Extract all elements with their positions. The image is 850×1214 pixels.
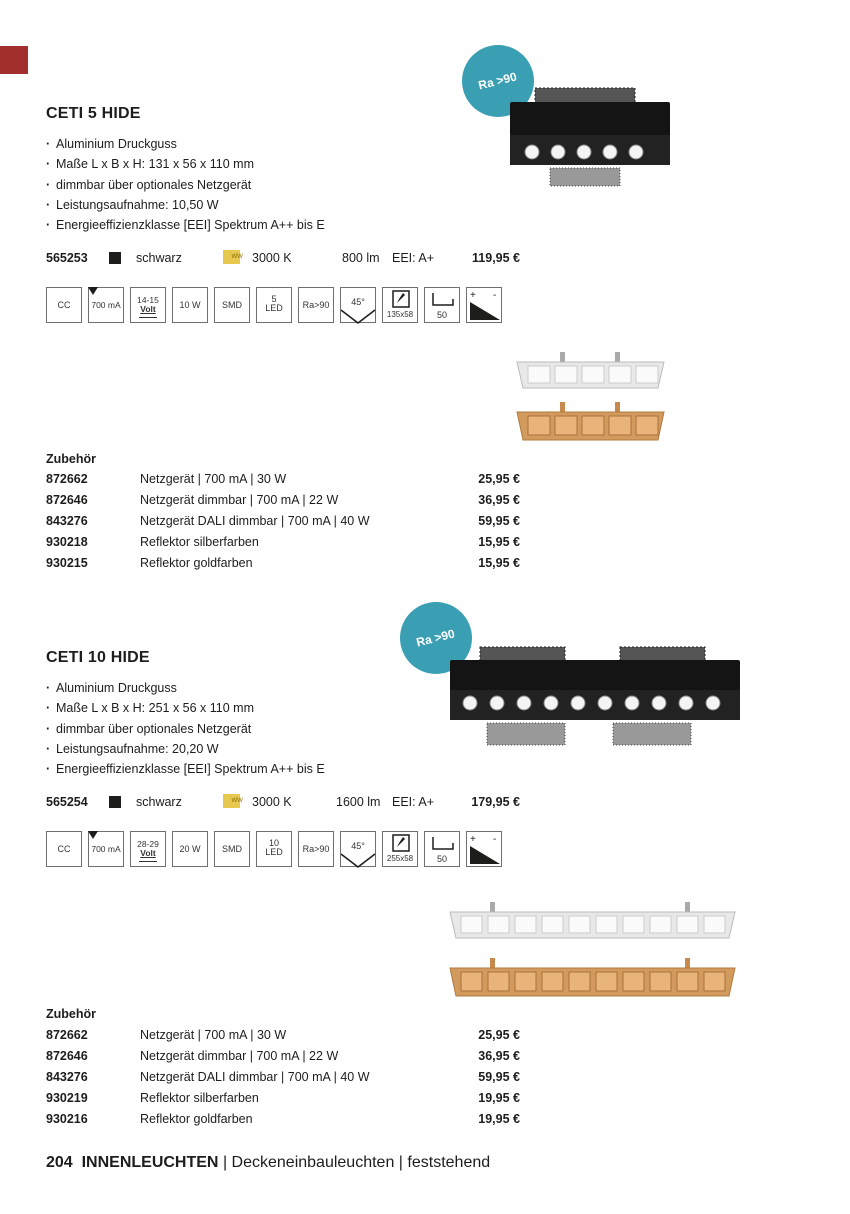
accessory-row: 930215 Reflektor goldfarben 15,95 € [46,556,520,570]
feature-list [46,678,325,779]
voltage-icon: 28-29 Volt [130,831,166,867]
accessories-title: Zubehör [46,1007,96,1021]
color-name: schwarz [136,795,182,809]
svg-text:-: - [493,834,497,845]
feature-item: · dimmbar über optionales Netzgerät [46,719,325,739]
warm-white-icon: WW [223,794,240,808]
chapter-tab [0,46,28,74]
beam-angle-icon: 45° [340,287,376,323]
feature-item: · Aluminium Druckguss [46,678,325,698]
smd-icon: SMD [214,831,250,867]
accessories-table [46,1025,520,1130]
product-image [505,80,680,190]
article-row [46,250,520,266]
separator: | [222,1154,228,1171]
accessories-title: Zubehör [46,452,96,466]
milliamp-icon: 700 mA [88,287,124,323]
accessory-row: 930219 Reflektor silberfarben 19,95 € [46,1091,520,1105]
accessory-row: 930218 Reflektor silberfarben 15,95 € [46,535,520,549]
wattage-icon: 20 W [172,831,208,867]
feature-list [46,134,325,235]
depth-icon: 50 [424,287,460,323]
smd-icon: SMD [214,287,250,323]
article-row [46,794,520,810]
dimmable-icon [466,287,502,323]
accessory-row: 872662 Netzgerät | 700 mA | 30 W 25,95 € [46,1028,520,1042]
lumen: 1600 lm [336,795,381,809]
depth-icon: 50 [424,831,460,867]
feature-item: · Aluminium Druckguss [46,134,325,154]
color-swatch [109,796,121,808]
product-title: CETI 5 HIDE [46,105,141,122]
ra-badge-label: Ra >90 [415,626,457,650]
color-rendering-icon: Ra>90 [298,831,334,867]
page-number: 204 [46,1154,73,1171]
svg-text:+: + [470,834,476,845]
led-count-icon: 10 LED [256,831,292,867]
lumen: 800 lm [342,251,380,265]
dimmable-icon [466,831,502,867]
page-footer [46,1154,490,1172]
spec-icons [46,287,506,325]
led-count-icon: 5 LED [256,287,292,323]
accessory-row: 872646 Netzgerät dimmbar | 700 mA | 22 W 36,95 € [46,493,520,507]
feature-item: · dimmbar über optionales Netzgerät [46,175,325,195]
ra-badge-label: Ra >90 [477,69,519,93]
wattage-icon: 10 W [172,287,208,323]
beam-angle-icon: 45° [340,831,376,867]
section-title: INNENLEUCHTEN [81,1154,219,1171]
feature-item: · Energieeffizienzklasse [EEI] Spektrum A++ bis E [46,759,325,779]
reflector-image [512,350,672,445]
feature-item: · Maße L x B x H: 251 x 56 x 110 mm [46,698,325,718]
price: 179,95 € [471,795,520,809]
color-temperature: 3000 K [252,795,292,809]
accessories-table [46,469,520,574]
accessory-row: 872662 Netzgerät | 700 mA | 30 W 25,95 € [46,472,520,486]
milliamp-icon: 700 mA [88,831,124,867]
category: Deckeneinbauleuchten [231,1154,395,1171]
reflector-image [445,900,740,1005]
accessory-row: 843276 Netzgerät DALI dimmbar | 700 mA | 40 W 59,95 € [46,1070,520,1084]
feature-item: · Maße L x B x H: 131 x 56 x 110 mm [46,154,325,174]
feature-item: · Leistungsaufnahme: 20,20 W [46,739,325,759]
constant-current-icon: CC [46,287,82,323]
constant-current-icon: CC [46,831,82,867]
product-title: CETI 10 HIDE [46,649,150,666]
article-number: 565253 [46,251,88,265]
energy-class: EEI: A+ [392,251,435,265]
feature-item: · Leistungsaufnahme: 10,50 W [46,195,325,215]
separator: | [398,1154,403,1171]
article-number: 565254 [46,795,88,809]
svg-text:+: + [470,290,476,301]
product-image [445,645,745,750]
spec-icons [46,831,506,869]
subcategory: feststehend [407,1154,491,1171]
color-rendering-icon: Ra>90 [298,287,334,323]
accessory-row: 930216 Reflektor goldfarben 19,95 € [46,1112,520,1126]
svg-text:-: - [493,290,497,301]
cutout-icon: 255x58 [382,831,418,867]
cutout-icon: 135x58 [382,287,418,323]
accessory-row: 843276 Netzgerät DALI dimmbar | 700 mA | 40 W 59,95 € [46,514,520,528]
warm-white-icon: WW [223,250,240,264]
accessory-row: 872646 Netzgerät dimmbar | 700 mA | 22 W 36,95 € [46,1049,520,1063]
color-name: schwarz [136,251,182,265]
color-temperature: 3000 K [252,251,292,265]
color-swatch [109,252,121,264]
price: 119,95 € [472,251,520,265]
voltage-icon: 14-15 Volt [130,287,166,323]
energy-class: EEI: A+ [392,795,435,809]
feature-item: · Energieeffizienzklasse [EEI] Spektrum A++ bis E [46,215,325,235]
